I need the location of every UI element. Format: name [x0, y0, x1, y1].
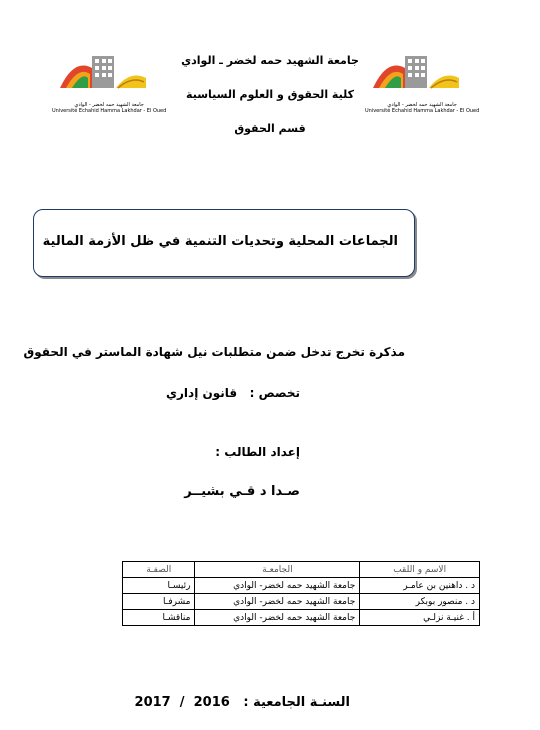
logo-right-caption-fr: Université Echahid Hamma Lakhdar - El Oued — [365, 108, 480, 114]
jury-university: جامعة الشهيد حمه لخضر- الوادي — [195, 578, 360, 594]
prepared-by-label: إعداد الطالب : — [215, 445, 300, 459]
table-row — [123, 578, 480, 594]
header-university: الجامعـة — [195, 562, 360, 578]
specialty-value: قانون إداري — [166, 386, 238, 400]
jury-university: جامعة الشهيد حمه لخضر- الوادي — [195, 610, 360, 626]
thesis-title: الجماعات المحلية وتحديات التنمية في ظل الأزمة المالية — [42, 234, 398, 249]
university-name: جامعة الشهيد حمه لخضر ـ الوادي — [181, 54, 359, 67]
logo-left-caption-ar: جامعة الشهيد حمه لخضر - الوادي — [74, 102, 144, 108]
jury-name: أ . غنيـة نزلـي — [360, 610, 480, 626]
specialty-line — [166, 386, 300, 400]
jury-role: مشرفـا — [123, 594, 195, 610]
title-box — [33, 209, 415, 277]
jury-table-header-row — [123, 562, 480, 578]
jury-role: مناقشـا — [123, 610, 195, 626]
jury-name: د . داهنين بن عامـر — [360, 578, 480, 594]
student-name: صـدا د قـي بشيــر — [184, 484, 300, 499]
university-logo-right-graphic — [365, 48, 465, 98]
specialty-label: تخصص : — [249, 386, 300, 400]
university-logo-left — [52, 48, 166, 114]
header-name: الاسم و اللقب — [360, 562, 480, 578]
memo-description: مذكرة تخرج تدخل ضمن متطلبات نيل شهادة الماستر في الحقوق — [23, 345, 405, 359]
university-logo-left-graphic — [52, 48, 152, 98]
jury-role: رئيسـا — [123, 578, 195, 594]
logo-right-caption-ar: جامعة الشهيد حمه لخضر - الوادي — [387, 102, 457, 108]
header-role: الصفـة — [123, 562, 195, 578]
academic-year-start: 2016 — [193, 695, 230, 710]
academic-year-line — [135, 695, 350, 710]
university-logo-right — [365, 48, 479, 114]
logo-left-caption-fr: Université Echahid Hamma Lakhdar - El Oued — [52, 108, 167, 114]
academic-year-end: 2017 — [134, 695, 171, 710]
table-row — [123, 610, 480, 626]
academic-year-label: السنـة الجامعية : — [243, 695, 350, 710]
table-row — [123, 594, 480, 610]
jury-table — [122, 561, 480, 626]
department-name: قسم الحقوق — [234, 122, 306, 135]
jury-university: جامعة الشهيد حمه لخضر- الوادي — [195, 594, 360, 610]
jury-name: د . منصور بوبكر — [360, 594, 480, 610]
academic-year-separator: / — [179, 695, 185, 710]
faculty-name: كلية الحقوق و العلوم السياسية — [186, 88, 354, 101]
